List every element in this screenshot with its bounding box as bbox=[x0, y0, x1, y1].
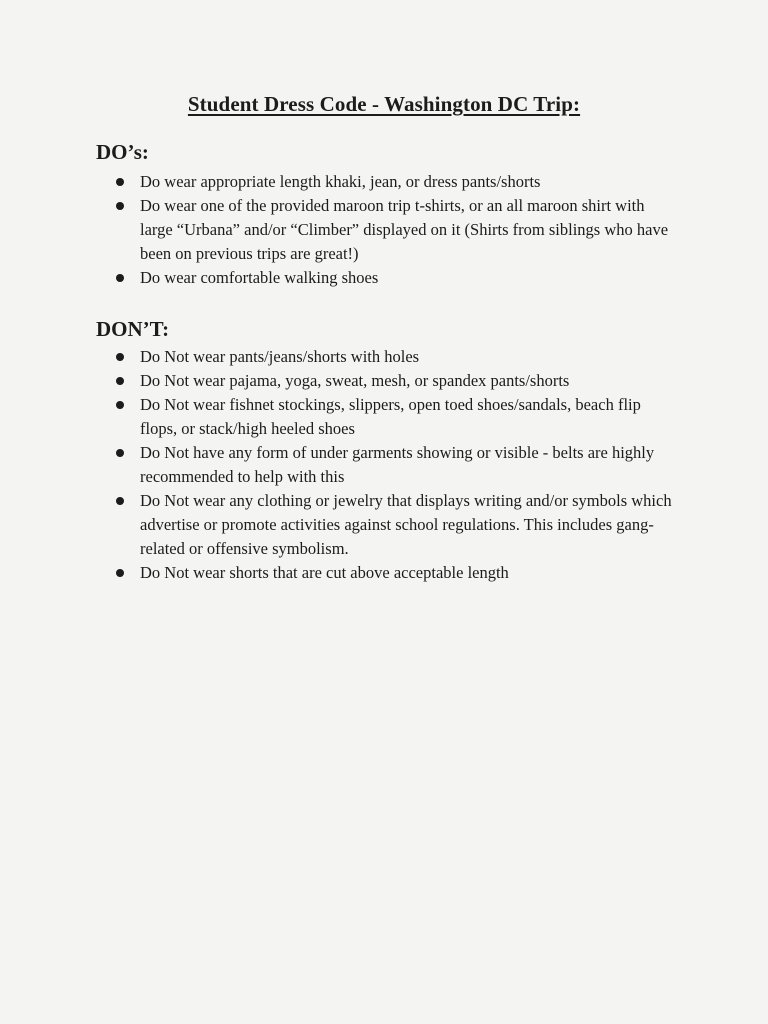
bullet-icon bbox=[116, 202, 124, 210]
bullet-icon bbox=[116, 401, 124, 409]
list-item-text: Do Not have any form of under garments showing or visible - belts are highly recommended to help with this bbox=[140, 443, 655, 486]
dos-list bbox=[116, 170, 676, 290]
list-item bbox=[116, 194, 676, 266]
page-title: Student Dress Code - Washington DC Trip: bbox=[187, 92, 581, 116]
bullet-icon bbox=[116, 178, 124, 186]
list-item-text: Do Not wear any clothing or jewelry that displays writing and/or symbols which advertise or promote activities against school regulations. This includes gang-related or offensive symbolism. bbox=[140, 491, 672, 558]
list-item-text: Do Not wear pajama, yoga, sweat, mesh, or spandex pants/shorts bbox=[140, 371, 570, 390]
list-item bbox=[116, 170, 676, 194]
bullet-icon bbox=[116, 569, 124, 577]
donts-heading: DON’T: bbox=[96, 317, 170, 341]
bullet-icon bbox=[116, 274, 124, 282]
bullet-icon bbox=[116, 449, 124, 457]
list-item-text: Do Not wear fishnet stockings, slippers, open toed shoes/sandals, beach flip flops, or stack/high heeled shoes bbox=[140, 395, 641, 438]
donts-list bbox=[116, 345, 676, 585]
list-item bbox=[116, 561, 676, 585]
list-item-text: Do wear one of the provided maroon trip t-shirts, or an all maroon shirt with large “Urbana” and/or “Climber” displayed on it (Shirts from siblings who have been on previous trips are great!) bbox=[140, 196, 669, 263]
list-item bbox=[116, 441, 676, 489]
dos-heading: DO’s: bbox=[96, 140, 149, 164]
list-item-text: Do wear appropriate length khaki, jean, or dress pants/shorts bbox=[140, 172, 541, 191]
list-item-text: Do wear comfortable walking shoes bbox=[140, 268, 379, 287]
list-item-text: Do Not wear pants/jeans/shorts with holes bbox=[140, 347, 420, 366]
bullet-icon bbox=[116, 353, 124, 361]
list-item bbox=[116, 393, 676, 441]
bullet-icon bbox=[116, 497, 124, 505]
list-item bbox=[116, 345, 676, 369]
list-item bbox=[116, 369, 676, 393]
list-item bbox=[116, 266, 676, 290]
bullet-icon bbox=[116, 377, 124, 385]
list-item bbox=[116, 489, 676, 561]
list-item-text: Do Not wear shorts that are cut above acceptable length bbox=[140, 563, 509, 582]
